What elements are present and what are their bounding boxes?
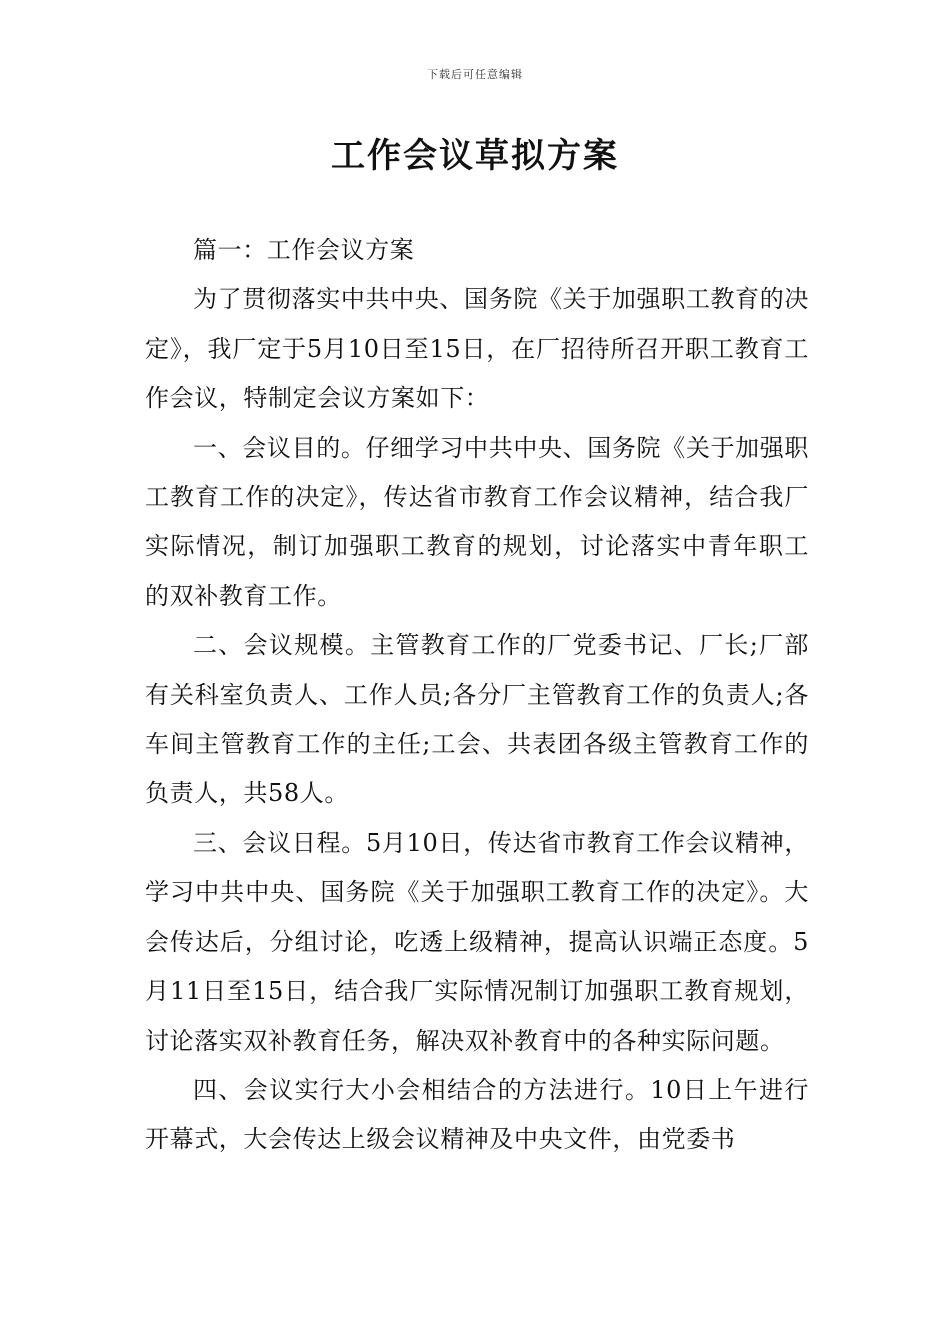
paragraph-purpose: 一、会议目的。仔细学习中共中央、国务院《关于加强职工教育工作的决定》，传达省市教育工作会议精神，结合我厂实际情况，制订加强职工教育的规划，讨论落实中青年职工的双补教育工作。 <box>145 433 809 610</box>
intro-paragraph: 为了贯彻落实中共中央、国务院《关于加强职工教育的决定》，我厂定于5月10日至15日，在厂招待所召开职工教育工作会议，特制定会议方案如下： <box>145 285 809 413</box>
paragraph-schedule: 三、会议日程。5月10日，传达省市教育工作会议精神，学习中共中央、国务院《关于加强职工教育工作的决定》。大会传达后，分组讨论，吃透上级精神，提高认识端正态度。5月11日至15日，结合我厂实际情况制订加强职工教育规划，讨论落实双补教育任务，解决双补教育中的各种实际问题。 <box>145 828 809 1055</box>
section-heading: 篇一：工作会议方案 <box>193 236 415 264</box>
header-note: 下载后可任意编辑 <box>427 68 523 81</box>
document-title: 工作会议草拟方案 <box>331 136 619 176</box>
paragraph-method: 四、会议实行大小会相结合的方法进行。10日上午进行开幕式，大会传达上级会议精神及中央文件，由党委书 <box>145 1075 809 1154</box>
paragraph-scale: 二、会议规模。主管教育工作的厂党委书记、厂长;厂部有关科室负责人、工作人员;各分厂主管教育工作的负责人;各车间主管教育工作的主任;工会、共表团各级主管教育工作的负责人，共58人。 <box>145 631 809 808</box>
document-body <box>145 226 809 1165</box>
